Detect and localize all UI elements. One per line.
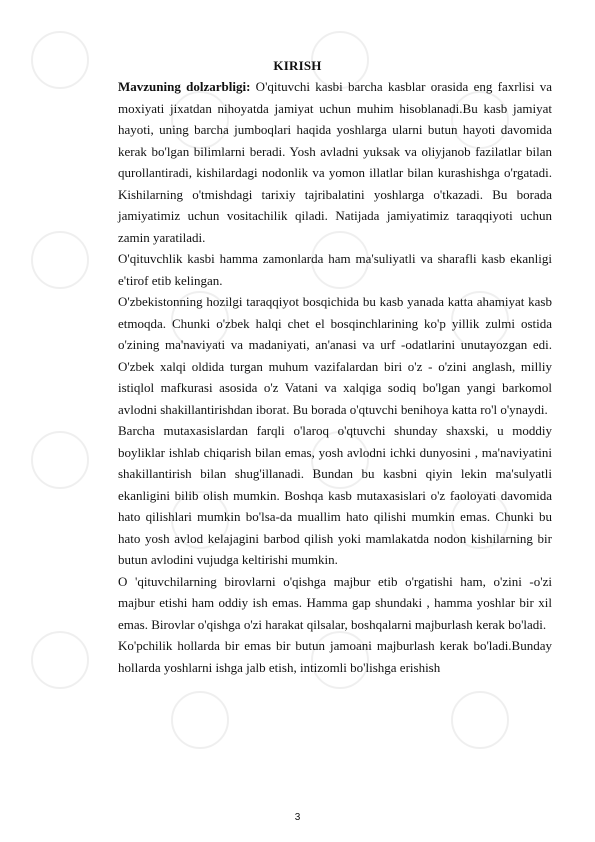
paragraph-5: O 'qituvchilarning birovlarni o'qishga majbur etib o'rgatishi ham, o'zini -o'zi majbur etishi ham oddiy ish emas. Hamma gap shundaki , hamma yoshlar bir xil emas. Birovlar o'qishga o'zi harakat qilsalar, boshqalarni majburlash kerak bo'ladi. [118, 573, 552, 632]
paragraph-2: O'qituvchlik kasbi hamma zamonlarda ham ma'suliyatli va sharafli kasb ekanligi e'tirof etib kelingan. [118, 251, 552, 288]
page-title: KIRISH [273, 58, 322, 73]
paragraph-3: O'zbekistonning hozilgi taraqqiyot bosqichida bu kasb yanada katta ahamiyat kasb etmoqda. Chunki o'zbek halqi chet el bosqinchlarining ko'p yillik zulmi ostida o'zining ma'naviyati va madaniyati, an'anasi va urf -odatlarini unutayozgan edi. O'zbek xalqi oldida turgan muhum vazifalardan biri o'z - o'zini anglash, milliy istiqlol mafkurasi asosida o'z Vatani va xalqiga sodiq bo'lgan yangi barkomol avlodni shakillantirishdan iborat. Bu borada o'qtuvchi benihoya katta ro'l o'ynaydi. [118, 294, 552, 417]
paragraph-1 [88, 76, 552, 248]
document-body [118, 76, 552, 678]
paragraph-4: Barcha mutaxasislardan farqli o'laroq o'qtuvchi shunday shaxski, u moddiy boyliklar ishlab chiqarish bilan emas, yosh avlodni ichki dunyosini , ma'naviyatini shakillantirish bilan shug'illanadi. Bundan bu kasbni qiyin lekin ma'sulyatli ekanligini bilib olish mumkin. Boshqa kasb mutaxasislari o'z faoloyati davomida hato qilishlari mumkin bo'lsa-da muallim hato qilishi mumkin emas. Chunki bu hato yosh avlod kelajagini barbod qilish yoki mamlakatda nodon kishilarning bir butun avlodini vujudga keltirishi mumkin. [118, 423, 552, 567]
paragraph-1-text: O'qituvchi kasbi barcha kasblar orasida eng faxrlisi va moxiyati jixatdan nihoyatda jamiyat uchun muhim hisoblanadi.Bu kasb jamiyat hayoti, uning barcha jumboqlari haqida yoshlarga ularni butun hayoti davomida kerak bo'lgan bilimlarni beradi. Yosh avladni yuksak va oliyjanob fazilatlar bilan qurollantiradi, kishilardagi nodonlik va yomon illatlar bilan kurashishga o'rgatadi. Kishilarning o'tmishdagi tarixiy tajribalatini yoshlarga o'tkazadi. Bu borada jamiyatimiz uchun vositachilik qiladi. Natijada jamiyatimiz taraqqiyoti uchun zamin yaratiladi. [118, 79, 553, 245]
page-number: 3 [294, 812, 301, 823]
paragraph-6: Ko'pchilik hollarda bir emas bir butun jamoani majburlash kerak bo'ladi.Bunday hollarda yoshlarni ishga jalb etish, intizomli bo'lishga erishish [118, 638, 552, 675]
paragraph-1-lead: Mavzuning dolzarbligi: [118, 79, 251, 94]
